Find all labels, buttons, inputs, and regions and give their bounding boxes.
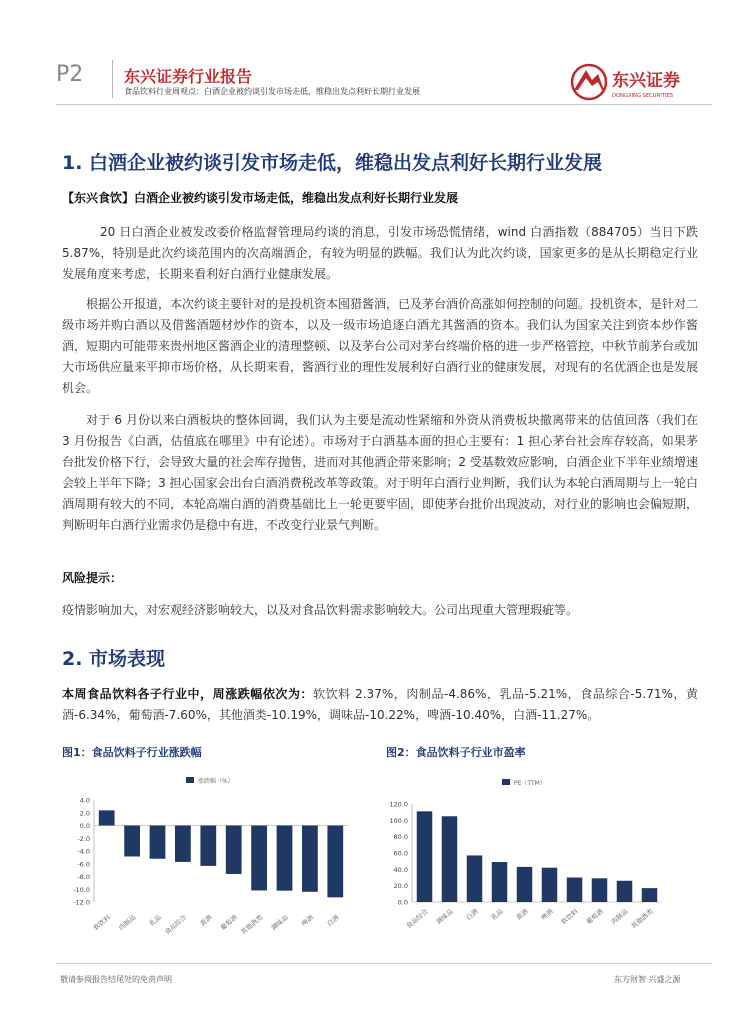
logo-text: 东兴证券 xyxy=(612,71,680,91)
y-tick-label: 60.0 xyxy=(393,849,408,858)
section2-lead-text: 软饮料 2.37%，肉制品-4.86%，乳品-5.21%，食品综合-5.71%，黄酒-6.34%，葡萄酒-7.60%，其他酒类-10.19%，调味品-10.22%，啤酒-10.40%，白酒-11.27%。 xyxy=(62,687,698,722)
figure1-caption: 图1：食品饮料子行业涨跌幅 xyxy=(62,746,202,759)
bar-黄酒 xyxy=(517,867,533,902)
bar-食品综合 xyxy=(417,811,433,902)
section1-paragraph-3: 对于 6 月份以来白酒板块的整体回调，我们认为主要是流动性紧缩和外资从消费板块撤离带来的估值回落（我们在 3 月份报告《白酒，估值底在哪里》中有论述）。市场对于白酒基本面的担心主要有：1 担心茅台社会库存较高，如果茅台批发价格下行，会导致大量的社会库存抛售，进而对其他酒企带来影响；2 受基数效应影响，白酒企业下半年业绩增速会较上半年下降；3 担心国家会出台白酒消费税改革等政策。对于明年白酒行业判断，我们认为本轮白酒周期与上一轮白酒周期有较大的不同，本轮高端白酒的消费基础比上一轮更要牢固，即使茅台批价出现波动，对行业的影响也会偏短期，判断明年白酒行业需求仍是稳中有进，不改变行业景气判断。 xyxy=(62,413,699,532)
x-tick-label: 葡萄酒 xyxy=(218,913,239,933)
x-tick-label: 软饮料 xyxy=(91,913,112,933)
x-tick-label: 白酒 xyxy=(325,913,341,928)
y-tick-label: 4.0 xyxy=(79,796,90,805)
y-tick-label: 0.0 xyxy=(397,898,408,907)
y-tick-label: 0.0 xyxy=(79,822,90,830)
x-tick-label: 啤酒 xyxy=(300,913,316,928)
bar-软饮料 xyxy=(99,810,115,825)
section2-lead xyxy=(62,684,698,726)
chart-fig1-change xyxy=(62,770,362,952)
section1-paragraph-1: 20 日白酒企业被发改委价格监督管理局约谈的消息，引发市场恐慌情绪，wind 白酒指数（884705）当日下跌 5.87%，特别是此次约谈范围内的次高端酒企，有较为明显的跌幅。我们认为此次约谈，国家更多的是从长期稳定行业发展角度来考虑，长期来看利好白酒行业健康发展。 xyxy=(62,225,698,281)
risk-text: 疫情影响加大，对宏观经济影响较大，以及对食品饮料需求影响较大。公司出现重大管理瑕疵等。 xyxy=(62,603,579,617)
bar-白酒 xyxy=(327,826,343,898)
y-tick-label: 20.0 xyxy=(393,882,408,891)
bar-其他酒类 xyxy=(251,826,267,891)
y-tick-label: 100.0 xyxy=(389,816,408,825)
bar-葡萄酒 xyxy=(592,878,608,902)
x-tick-label: 其他酒类 xyxy=(629,907,655,931)
chart-fig2-pe xyxy=(372,770,682,952)
bar-啤酒 xyxy=(302,826,318,892)
x-tick-label: 白酒 xyxy=(464,907,480,922)
report-subtitle: 食品饮料行业周观点：白酒企业被约谈引发市场走低，维稳出发点利好长期行业发展 xyxy=(124,87,420,96)
x-tick-label: 肉制品 xyxy=(117,913,138,933)
bar-食品综合 xyxy=(175,826,191,862)
report-title: 东兴证券行业报告 xyxy=(124,67,253,86)
page-number: P2 xyxy=(56,62,84,87)
y-tick-label: 2.0 xyxy=(79,809,90,818)
bar-葡萄酒 xyxy=(226,826,242,874)
bar-啤酒 xyxy=(542,868,558,902)
x-tick-label: 软饮料 xyxy=(559,907,580,927)
x-tick-label: 黄酒 xyxy=(198,913,214,928)
x-tick-label: 调味品 xyxy=(434,907,455,927)
x-tick-label: 其他酒类 xyxy=(239,913,265,937)
legend-label: 涨跌幅（%） xyxy=(198,778,234,785)
y-tick-label: -10.0 xyxy=(73,885,90,894)
bar-调味品 xyxy=(277,826,293,891)
x-tick-label: 食品综合 xyxy=(163,913,189,937)
legend-swatch xyxy=(186,777,194,783)
x-tick-label: 黄酒 xyxy=(514,907,530,922)
y-tick-label: -6.0 xyxy=(77,860,90,869)
x-tick-label: 葡萄酒 xyxy=(584,907,605,927)
header-rule xyxy=(56,104,712,105)
section2-lead-bold: 本周食品饮料各子行业中，周涨跌幅依次为： xyxy=(62,687,314,701)
x-tick-label: 乳品 xyxy=(147,913,163,928)
y-tick-label: 120.0 xyxy=(389,800,408,809)
y-tick-label: -4.0 xyxy=(77,847,90,856)
figure2-caption: 图2：食品饮料子行业市盈率 xyxy=(386,746,526,759)
bar-调味品 xyxy=(442,816,458,902)
risk-title: 风险提示： xyxy=(62,571,123,585)
y-tick-label: 40.0 xyxy=(393,865,408,874)
y-tick-label: -2.0 xyxy=(77,834,90,843)
logo-english: DONGXING SECURITIES xyxy=(612,93,674,99)
x-tick-label: 肉制品 xyxy=(609,907,630,927)
bar-黄酒 xyxy=(200,826,216,866)
footer-rule xyxy=(56,963,712,964)
footer-slogan: 东方财智 兴盛之源 xyxy=(614,975,681,984)
legend-swatch xyxy=(502,779,510,785)
bar-白酒 xyxy=(467,855,483,902)
x-tick-label: 食品综合 xyxy=(404,907,430,931)
bar-乳品 xyxy=(150,826,166,859)
y-tick-label: -12.0 xyxy=(73,898,90,907)
y-tick-label: 80.0 xyxy=(393,833,408,842)
section2-heading: 2. 市场表现 xyxy=(62,648,166,670)
header-divider xyxy=(112,60,113,98)
section1-heading: 1. 白酒企业被约谈引发市场走低，维稳出发点利好长期行业发展 xyxy=(62,152,603,174)
y-tick-label: -8.0 xyxy=(77,873,90,881)
bar-肉制品 xyxy=(124,826,140,857)
company-logo xyxy=(570,62,710,102)
section1-bracket-label: 【东兴食饮】白酒企业被约谈引发市场走低，维稳出发点利好长期行业发展 xyxy=(62,191,459,205)
legend-label: PE（TTM） xyxy=(514,780,546,787)
bar-其他酒类 xyxy=(642,888,658,902)
section1-paragraph-2: 根据公开报道，本次约谈主要针对的是投机资本囤猎酱酒，已及茅台酒价高涨如何控制的问题。投机资本，是针对二级市场并购白酒以及借酱酒题材炒作的资本，以及一级市场追逐白酒尤其酱酒的资本。我们认为国家关注到资本炒作酱酒，短期内可能带来贵州地区酱酒企业的清理整顿、以及茅台公司对茅台终端价格的进一步严格管控，中秋节前茅台或加大市场供应量来平抑市场价格，从长期来看，酱酒行业的理性发展利好白酒行业的健康发展，对现有的名优酒企也是发展机会。 xyxy=(62,297,699,395)
footer-disclaimer: 敬请参阅报告结尾处的免责声明 xyxy=(60,975,172,984)
x-tick-label: 乳品 xyxy=(489,907,505,922)
bar-乳品 xyxy=(492,862,508,902)
x-tick-label: 调味品 xyxy=(269,913,290,933)
x-tick-label: 啤酒 xyxy=(539,907,555,922)
bar-软饮料 xyxy=(567,878,583,903)
logo-mark-icon xyxy=(572,65,606,99)
bar-肉制品 xyxy=(617,881,633,902)
